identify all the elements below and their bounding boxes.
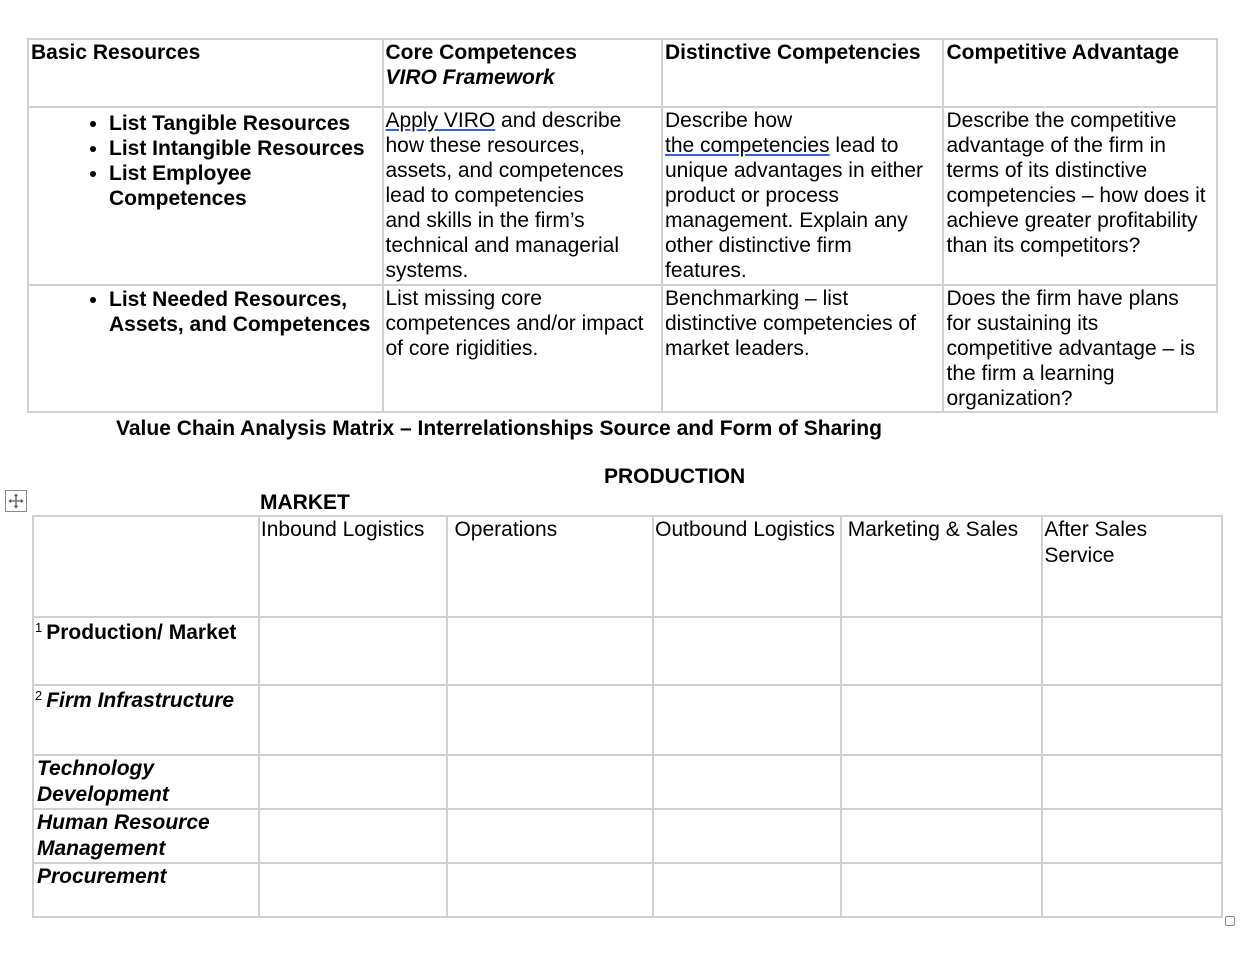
header-core-competences xyxy=(383,39,662,107)
row-header: Procurement xyxy=(33,863,259,917)
list-item: • List Needed Resources, Assets, and Competences xyxy=(109,287,380,337)
move-icon[interactable] xyxy=(5,490,27,512)
row-header: $^2$ Firm Infrastructure xyxy=(33,685,259,755)
list-item: • List Tangible Resources xyxy=(109,111,380,136)
table-cell[interactable] xyxy=(259,809,448,863)
resources-header-row xyxy=(28,39,1217,107)
table-row xyxy=(33,809,1222,863)
table-cell[interactable] xyxy=(841,685,1043,755)
core-line: technical and managerial xyxy=(385,234,619,257)
list-item: • List Employee Competences xyxy=(109,161,380,211)
competitive-line: terms of its distinctive xyxy=(946,159,1148,182)
table-cell[interactable] xyxy=(259,863,448,917)
benchmarking-cell xyxy=(662,285,944,412)
basic-resources-cell xyxy=(28,107,383,285)
competencies-link[interactable]: the competencies xyxy=(664,134,830,157)
competitive-line: advantage of the firm in xyxy=(946,134,1166,157)
distinctive-line: market leaders. xyxy=(664,337,810,360)
competitive-line: Describe the competitive xyxy=(946,109,1177,132)
distinctive-line: Describe how xyxy=(664,109,793,132)
distinctive-line: unique advantages in either xyxy=(664,159,924,182)
table-cell[interactable] xyxy=(447,863,653,917)
distinctive-line: distinctive competencies of xyxy=(664,312,916,335)
matrix-caption: Value Chain Analysis Matrix – Interrelationships Source and Form of Sharing xyxy=(116,417,882,440)
table-cell[interactable] xyxy=(259,617,448,685)
header-competitive-advantage: Competitive Advantage xyxy=(943,39,1217,107)
table-cell[interactable] xyxy=(259,755,448,809)
production-label: PRODUCTION xyxy=(604,465,746,488)
competitive-line: achieve greater profitability xyxy=(946,209,1198,232)
header-viro-framework: VIRO Framework xyxy=(385,66,555,89)
table-cell[interactable] xyxy=(841,755,1043,809)
core-line: assets, and competences xyxy=(385,159,624,182)
sustaining-cell xyxy=(943,285,1217,412)
needed-resources-list xyxy=(31,287,380,337)
table-cell[interactable] xyxy=(447,809,653,863)
resources-row-2 xyxy=(28,285,1217,412)
table-cell[interactable] xyxy=(653,685,841,755)
row-header: $^1$ Production/ Market xyxy=(33,617,259,685)
value-chain-header-row xyxy=(33,516,1222,617)
resize-handle-icon[interactable] xyxy=(1225,916,1235,926)
competitive-line: than its competitors? xyxy=(946,234,1141,257)
competitive-line: the firm a learning xyxy=(946,362,1115,385)
table-row xyxy=(33,685,1222,755)
header-basic-resources: Basic Resources xyxy=(28,39,383,107)
distinctive-line: product or process xyxy=(664,184,839,207)
column-header: After Sales Service xyxy=(1042,516,1222,617)
core-line: List missing core xyxy=(385,287,542,310)
competitive-cell xyxy=(943,107,1217,285)
competitive-line: competitive advantage – is xyxy=(946,337,1196,360)
table-cell[interactable] xyxy=(447,755,653,809)
table-cell[interactable] xyxy=(1042,617,1222,685)
table-cell[interactable] xyxy=(1042,755,1222,809)
row-header: Human Resource Management xyxy=(33,809,259,863)
market-label: MARKET xyxy=(260,491,350,514)
distinctive-line: the competencies lead to xyxy=(664,134,899,157)
table-cell[interactable] xyxy=(1042,863,1222,917)
core-competences-cell xyxy=(383,107,662,285)
table-cell[interactable] xyxy=(841,863,1043,917)
table-cell[interactable] xyxy=(447,617,653,685)
competitive-line: competencies – how does it xyxy=(946,184,1206,207)
table-cell[interactable] xyxy=(841,617,1043,685)
header-distinctive-competencies: Distinctive Competencies xyxy=(662,39,944,107)
table-row xyxy=(33,863,1222,917)
column-header: Operations xyxy=(447,516,653,617)
distinctive-line: Benchmarking – list xyxy=(664,287,849,310)
table-cell[interactable] xyxy=(1042,685,1222,755)
column-header: Marketing & Sales xyxy=(841,516,1043,617)
distinctive-line: features. xyxy=(664,259,747,282)
core-line: competences and/or impact xyxy=(385,312,644,335)
header-core-competences-title: Core Competences xyxy=(385,41,577,64)
resources-table xyxy=(27,38,1218,413)
value-chain-table xyxy=(32,515,1223,918)
needed-resources-cell xyxy=(28,285,383,412)
viro-link[interactable]: Apply VIRO xyxy=(385,109,496,132)
table-cell[interactable] xyxy=(841,809,1043,863)
distinctive-line: other distinctive firm xyxy=(664,234,852,257)
list-item: • List Intangible Resources xyxy=(109,136,380,161)
core-line: and skills in the firm’s xyxy=(385,209,585,232)
corner-cell xyxy=(33,516,259,617)
core-line: Apply VIRO and describe xyxy=(385,109,622,132)
core-line: systems. xyxy=(385,259,469,282)
column-header: Outbound Logistics xyxy=(653,516,841,617)
competitive-line: organization? xyxy=(946,387,1073,410)
table-cell[interactable] xyxy=(653,617,841,685)
core-line: how these resources, xyxy=(385,134,586,157)
core-line: of core rigidities. xyxy=(385,337,539,360)
core-line: lead to competencies xyxy=(385,184,584,207)
table-row xyxy=(33,755,1222,809)
row-header: Technology Development xyxy=(33,755,259,809)
table-row xyxy=(33,617,1222,685)
missing-core-cell xyxy=(383,285,662,412)
table-cell[interactable] xyxy=(1042,809,1222,863)
competitive-line: Does the firm have plans xyxy=(946,287,1179,310)
competitive-line: for sustaining its xyxy=(946,312,1099,335)
table-cell[interactable] xyxy=(259,685,448,755)
table-cell[interactable] xyxy=(447,685,653,755)
distinctive-cell xyxy=(662,107,944,285)
basic-resources-list xyxy=(31,111,380,211)
table-cell[interactable] xyxy=(653,863,841,917)
resources-row-1 xyxy=(28,107,1217,285)
column-header: Inbound Logistics xyxy=(259,516,448,617)
table-cell[interactable] xyxy=(653,809,841,863)
distinctive-line: management. Explain any xyxy=(664,209,908,232)
table-cell[interactable] xyxy=(653,755,841,809)
